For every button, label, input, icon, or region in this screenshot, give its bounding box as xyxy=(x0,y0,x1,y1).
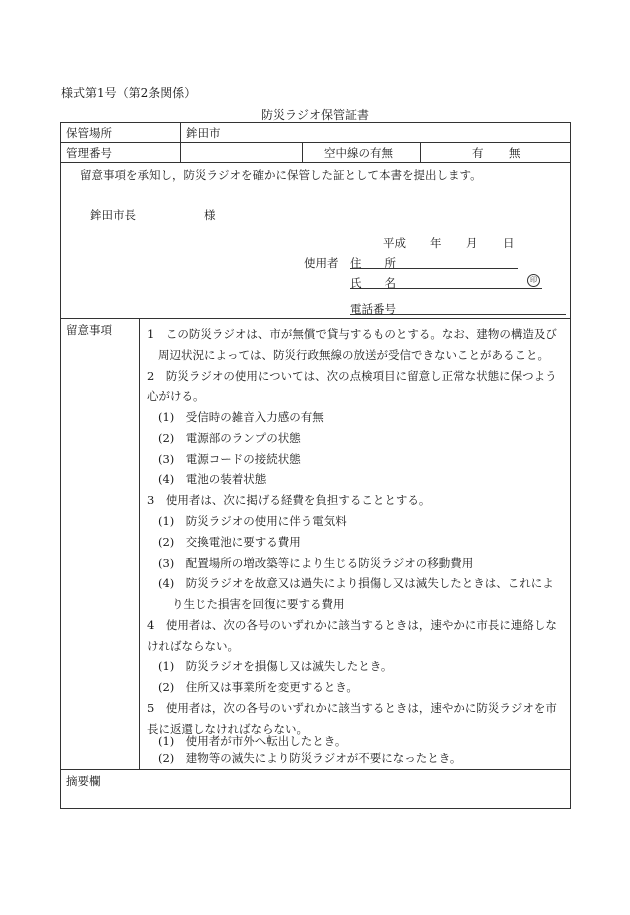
note-line: (2) 住所又は事業所を変更するとき。 xyxy=(158,680,358,694)
user-label: 使用者 xyxy=(304,256,339,270)
note-line: 2 防災ラジオの使用については、次の点検項目に留意し正常な状態に保つよう xyxy=(147,369,557,383)
note-line: (4) 防災ラジオを故意又は過失により損傷し又は滅失したときは、これによ xyxy=(158,576,554,590)
antenna-label: 空中線の有無 xyxy=(324,146,393,160)
user-name-label: 氏 名 xyxy=(350,276,396,290)
honorific: 様 xyxy=(204,208,216,222)
row-divider xyxy=(60,142,571,143)
antenna-yes: 有 xyxy=(472,146,484,160)
row-divider xyxy=(60,162,571,163)
form-number-label: 様式第1号（第2条関係） xyxy=(61,86,197,100)
storage-place-label: 保管場所 xyxy=(66,126,112,140)
note-line: (3) 配置場所の増改築等により生じる防災ラジオの移動費用 xyxy=(158,556,474,570)
phone-underline xyxy=(350,314,566,315)
note-line: 4 使用者は、次の各号のいずれかに該当するときは，速やかに市長に連絡しな xyxy=(147,618,557,632)
column-divider xyxy=(180,122,181,162)
note-line: 周辺状況によっては、防災行政無線の放送が受信できないことがあること。 xyxy=(158,348,549,362)
column-divider xyxy=(139,318,140,769)
row-divider xyxy=(60,318,571,319)
note-line: (3) 電源コードの接続状態 xyxy=(158,452,301,466)
note-line: (2) 電源部のランプの状態 xyxy=(158,431,301,445)
row-divider xyxy=(60,769,571,770)
management-number-label: 管理番号 xyxy=(66,146,112,160)
note-line: (2) 交換電池に要する費用 xyxy=(158,535,301,549)
seal-mark-icon: 印 xyxy=(527,274,540,287)
note-line: 心がける。 xyxy=(147,389,205,403)
date-month: 月 xyxy=(466,236,478,250)
document-title: 防災ラジオ保管証書 xyxy=(260,108,369,122)
antenna-no: 無 xyxy=(509,146,521,160)
note-line: 長に返還しなければならない。 xyxy=(147,722,308,736)
date-day: 日 xyxy=(503,236,515,250)
date-era: 平成 xyxy=(383,236,406,250)
note-line: (1) 防災ラジオの使用に伴う電気料 xyxy=(158,514,347,528)
note-line: 5 使用者は，次の各号のいずれかに該当するときは，速やかに防災ラジオを市 xyxy=(147,701,557,715)
address-underline xyxy=(350,268,518,269)
summary-label: 摘要欄 xyxy=(66,774,101,788)
declaration-text: 留意事項を承知し，防災ラジオを確かに保管した証として本書を提出します。 xyxy=(80,168,482,182)
note-line: (4) 電池の装着状態 xyxy=(158,472,267,486)
storage-place-value: 鉾田市 xyxy=(186,126,221,140)
addressee: 鉾田市長 xyxy=(90,208,136,222)
note-line: (1) 使用者が市外へ転出したとき。 xyxy=(158,734,347,748)
user-address-label: 住 所 xyxy=(350,256,396,270)
note-line: ければならない。 xyxy=(147,639,239,653)
column-divider xyxy=(420,142,421,162)
note-line: (1) 受信時の雑音入力感の有無 xyxy=(158,410,324,424)
note-line: 1 この防災ラジオは、市が無償で貸与するものとする。なお、建物の構造及び xyxy=(147,327,557,341)
notes-label: 留意事項 xyxy=(66,323,112,337)
note-line: (1) 防災ラジオを損傷し又は滅失したとき。 xyxy=(158,659,393,673)
note-line: (2) 建物等の滅失により防災ラジオが不要になったとき。 xyxy=(158,751,462,765)
user-phone-label: 電話番号 xyxy=(350,302,396,316)
column-divider xyxy=(302,142,303,162)
name-underline xyxy=(350,288,542,289)
note-line: 3 使用者は、次に掲げる経費を負担することとする。 xyxy=(147,493,431,507)
date-year: 年 xyxy=(430,236,442,250)
note-line: り生じた損害を回復に要する費用 xyxy=(172,597,345,611)
